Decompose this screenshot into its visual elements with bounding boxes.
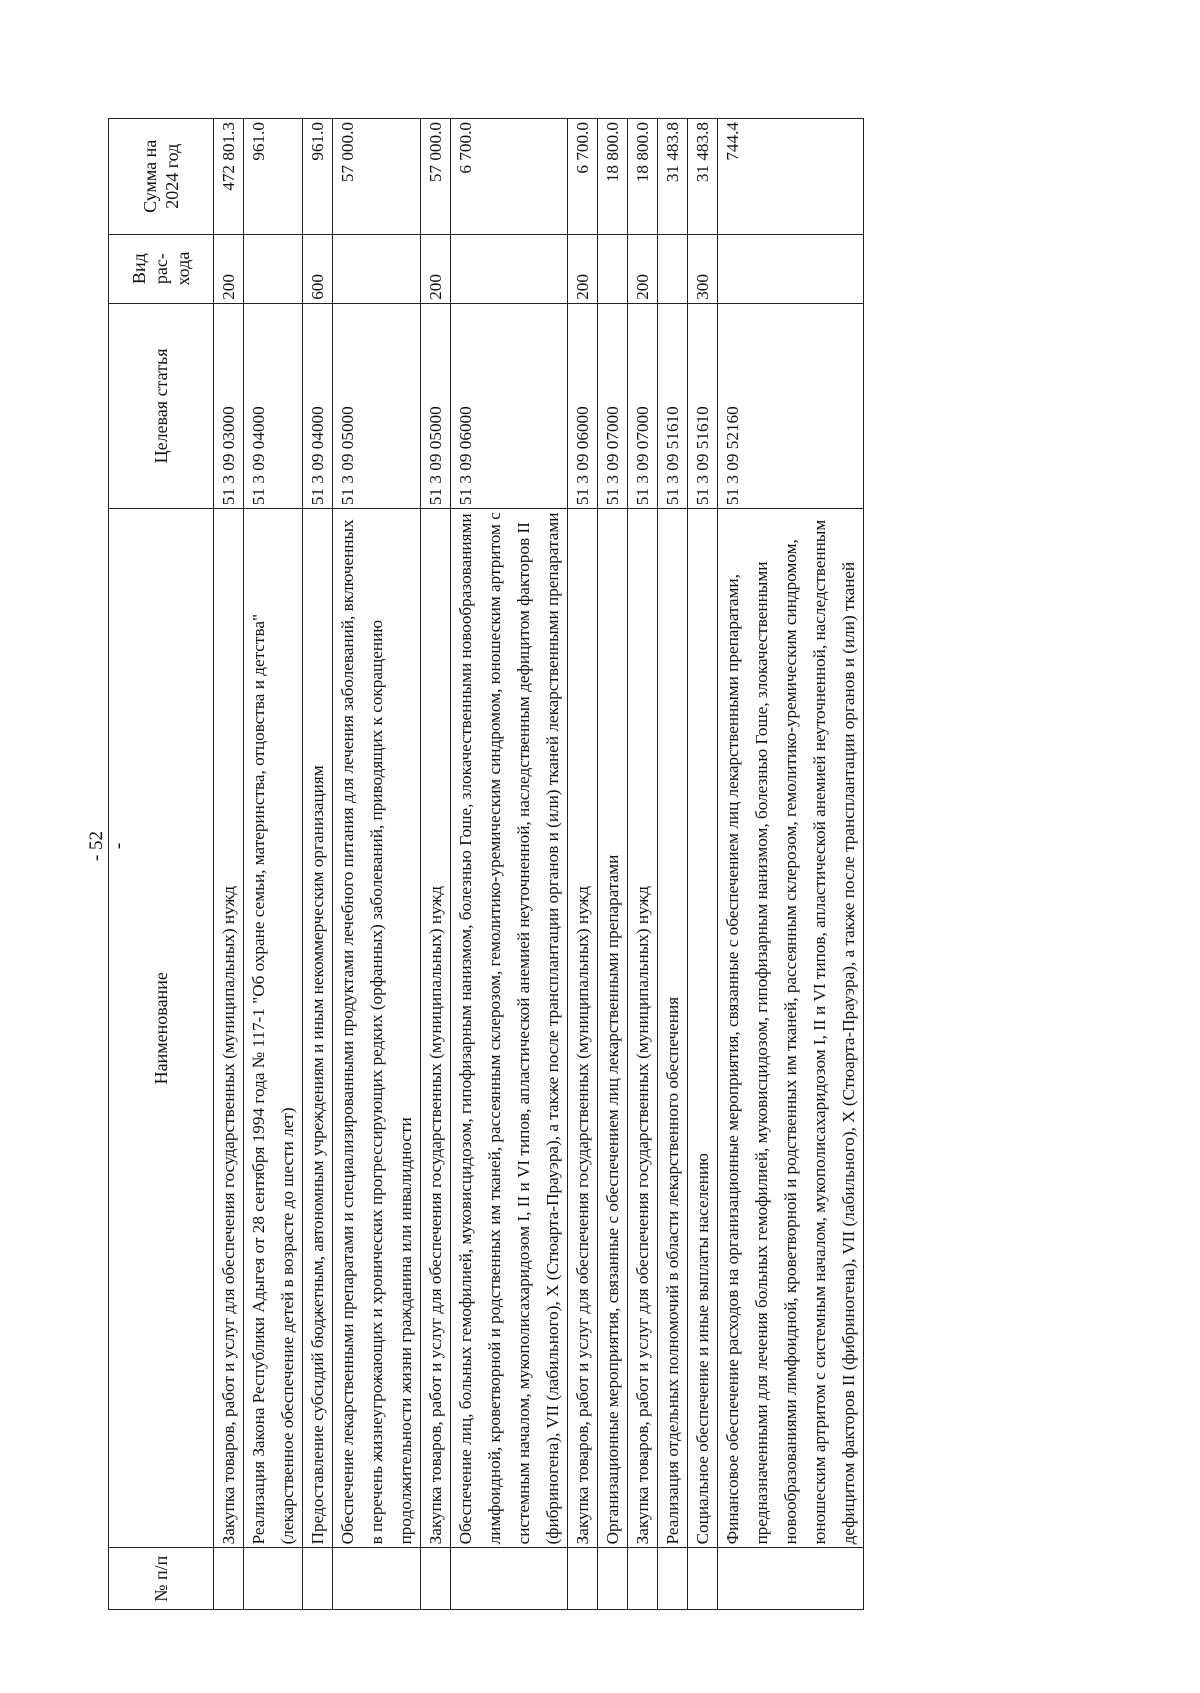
row-vid: 600: [303, 234, 333, 303]
row-code: 51 3 09 04000: [303, 303, 333, 508]
table-row: [598, 119, 628, 1610]
row-num: [658, 1548, 688, 1610]
row-code: 51 3 09 06000: [451, 303, 568, 508]
page-number: - 52 -: [86, 830, 129, 862]
row-name: Обеспечение лиц, больных гемофилией, муковисцидозом, гипофизарным нанизмом, болезнью Гоше, злокачественными новообразованиями лимфоидной, кроветворной и родственных им тканей, рассеянным склерозом, гемолитико-уремическим синдромом, юношеским артритом с системным началом, мукополисахаридозом I, II и VI типов, апластической анемией неуточненной, наследственным дефицитом факторов II (фибриногена), VII (лабильного), X (Стюарта-Прауэра), а также после трансплантации органов и (или) тканей лекарственными препаратами: [451, 509, 568, 1548]
row-code: 51 3 09 51610: [688, 303, 718, 508]
row-name: Закупка товаров, работ и услуг для обеспечения государственных (муниципальных) нужд: [421, 509, 451, 1548]
row-num: [628, 1548, 658, 1610]
row-vid: [598, 234, 628, 303]
budget-table: [108, 118, 864, 1610]
row-code: 51 3 09 07000: [628, 303, 658, 508]
row-name: Финансовое обеспечение расходов на организационные мероприятия, связанные с обеспечением лиц лекарственными препаратами, предназначенными для лечения больных гемофилией, муковисцидозом, гипофизарным нанизмом, болезнью Гоше, злокачественными новообразованиями лимфоидной, кроветворной и родственных им тканей, рассеянным склерозом, гемолитико-уремическим синдромом, юношеским артритом с системным началом, мукополисахаридозом I, II и VI типов, апластической анемией неуточненной, наследственным дефицитом факторов II (фибриногена), VII (лабильного), X (Стюарта-Прауэра), а также после трансплантации органов и (или) тканей: [718, 509, 864, 1548]
row-name: Закупка товаров, работ и услуг для обеспечения государственных (муниципальных) нужд: [568, 509, 598, 1548]
header-vid: Вид рас-хода: [109, 234, 214, 303]
table-header-row: [109, 119, 214, 1610]
row-sum: 961.0: [244, 119, 303, 235]
table-row: [658, 119, 688, 1610]
header-name: Наименование: [109, 509, 214, 1548]
row-sum: 31 483.8: [658, 119, 688, 235]
row-name: Реализация Закона Республики Адыгея от 28 сентября 1994 года № 117-1 "Об охране семьи, материнства, отцовства и детства" (лекарственное обеспечение детей в возрасте до шести лет): [244, 509, 303, 1548]
row-code: 51 3 09 05000: [421, 303, 451, 508]
row-num: [303, 1548, 333, 1610]
row-vid: 200: [214, 234, 244, 303]
table-row: [244, 119, 303, 1610]
row-num: [244, 1548, 303, 1610]
row-code: 51 3 09 07000: [598, 303, 628, 508]
header-code: Целевая статья: [109, 303, 214, 508]
table-row: [451, 119, 568, 1610]
row-num: [568, 1548, 598, 1610]
row-num: [421, 1548, 451, 1610]
table-row: [628, 119, 658, 1610]
row-code: 51 3 09 03000: [214, 303, 244, 508]
row-sum: 57 000.0: [333, 119, 421, 235]
row-sum: 6 700.0: [451, 119, 568, 235]
row-vid: [451, 234, 568, 303]
row-vid: 200: [421, 234, 451, 303]
row-code: 51 3 09 51610: [658, 303, 688, 508]
row-num: [214, 1548, 244, 1610]
row-sum: 472 801.3: [214, 119, 244, 235]
row-code: 51 3 09 05000: [333, 303, 421, 508]
row-num: [451, 1548, 568, 1610]
row-num: [718, 1548, 864, 1610]
table-row: [688, 119, 718, 1610]
header-num: № п/п: [109, 1548, 214, 1610]
row-name: Реализация отдельных полномочий в области лекарственного обеспечения: [658, 509, 688, 1548]
row-vid: [333, 234, 421, 303]
row-sum: 18 800.0: [598, 119, 628, 235]
row-vid: [658, 234, 688, 303]
header-sum: Сумма на 2024 год: [109, 119, 214, 235]
row-vid: 200: [568, 234, 598, 303]
row-vid: 200: [628, 234, 658, 303]
table-row: [214, 119, 244, 1610]
row-vid: 300: [688, 234, 718, 303]
table-row: [421, 119, 451, 1610]
table-row: [333, 119, 421, 1610]
row-sum: 57 000.0: [421, 119, 451, 235]
row-code: 51 3 09 06000: [568, 303, 598, 508]
row-name: Социальное обеспечение и иные выплаты населению: [688, 509, 718, 1548]
row-code: 51 3 09 04000: [244, 303, 303, 508]
row-name: Организационные мероприятия, связанные с обеспечением лиц лекарственными препаратами: [598, 509, 628, 1548]
table-row: [568, 119, 598, 1610]
row-num: [598, 1548, 628, 1610]
table-row: [303, 119, 333, 1610]
row-vid: [244, 234, 303, 303]
row-sum: 18 800.0: [628, 119, 658, 235]
row-name: Предоставление субсидий бюджетным, автономным учреждениям и иным некоммерческим организациям: [303, 509, 333, 1548]
row-sum: 6 700.0: [568, 119, 598, 235]
row-num: [688, 1548, 718, 1610]
row-vid: [718, 234, 864, 303]
row-num: [333, 1548, 421, 1610]
row-name: Обеспечение лекарственными препаратами и специализированными продуктами лечебного питания для лечения заболеваний, включенных в перечень жизнеугрожающих и хронических прогрессирующих редких (орфанных) заболеваний, приводящих к сокращению продолжительности жизни гражданина или инвалидности: [333, 509, 421, 1548]
row-sum: 961.0: [303, 119, 333, 235]
row-name: Закупка товаров, работ и услуг для обеспечения государственных (муниципальных) нужд: [214, 509, 244, 1548]
row-sum: 31 483.8: [688, 119, 718, 235]
row-sum: 744.4: [718, 119, 864, 235]
row-code: 51 3 09 52160: [718, 303, 864, 508]
row-name: Закупка товаров, работ и услуг для обеспечения государственных (муниципальных) нужд: [628, 509, 658, 1548]
budget-table-container: [108, 118, 1048, 1610]
table-row: [718, 119, 864, 1610]
